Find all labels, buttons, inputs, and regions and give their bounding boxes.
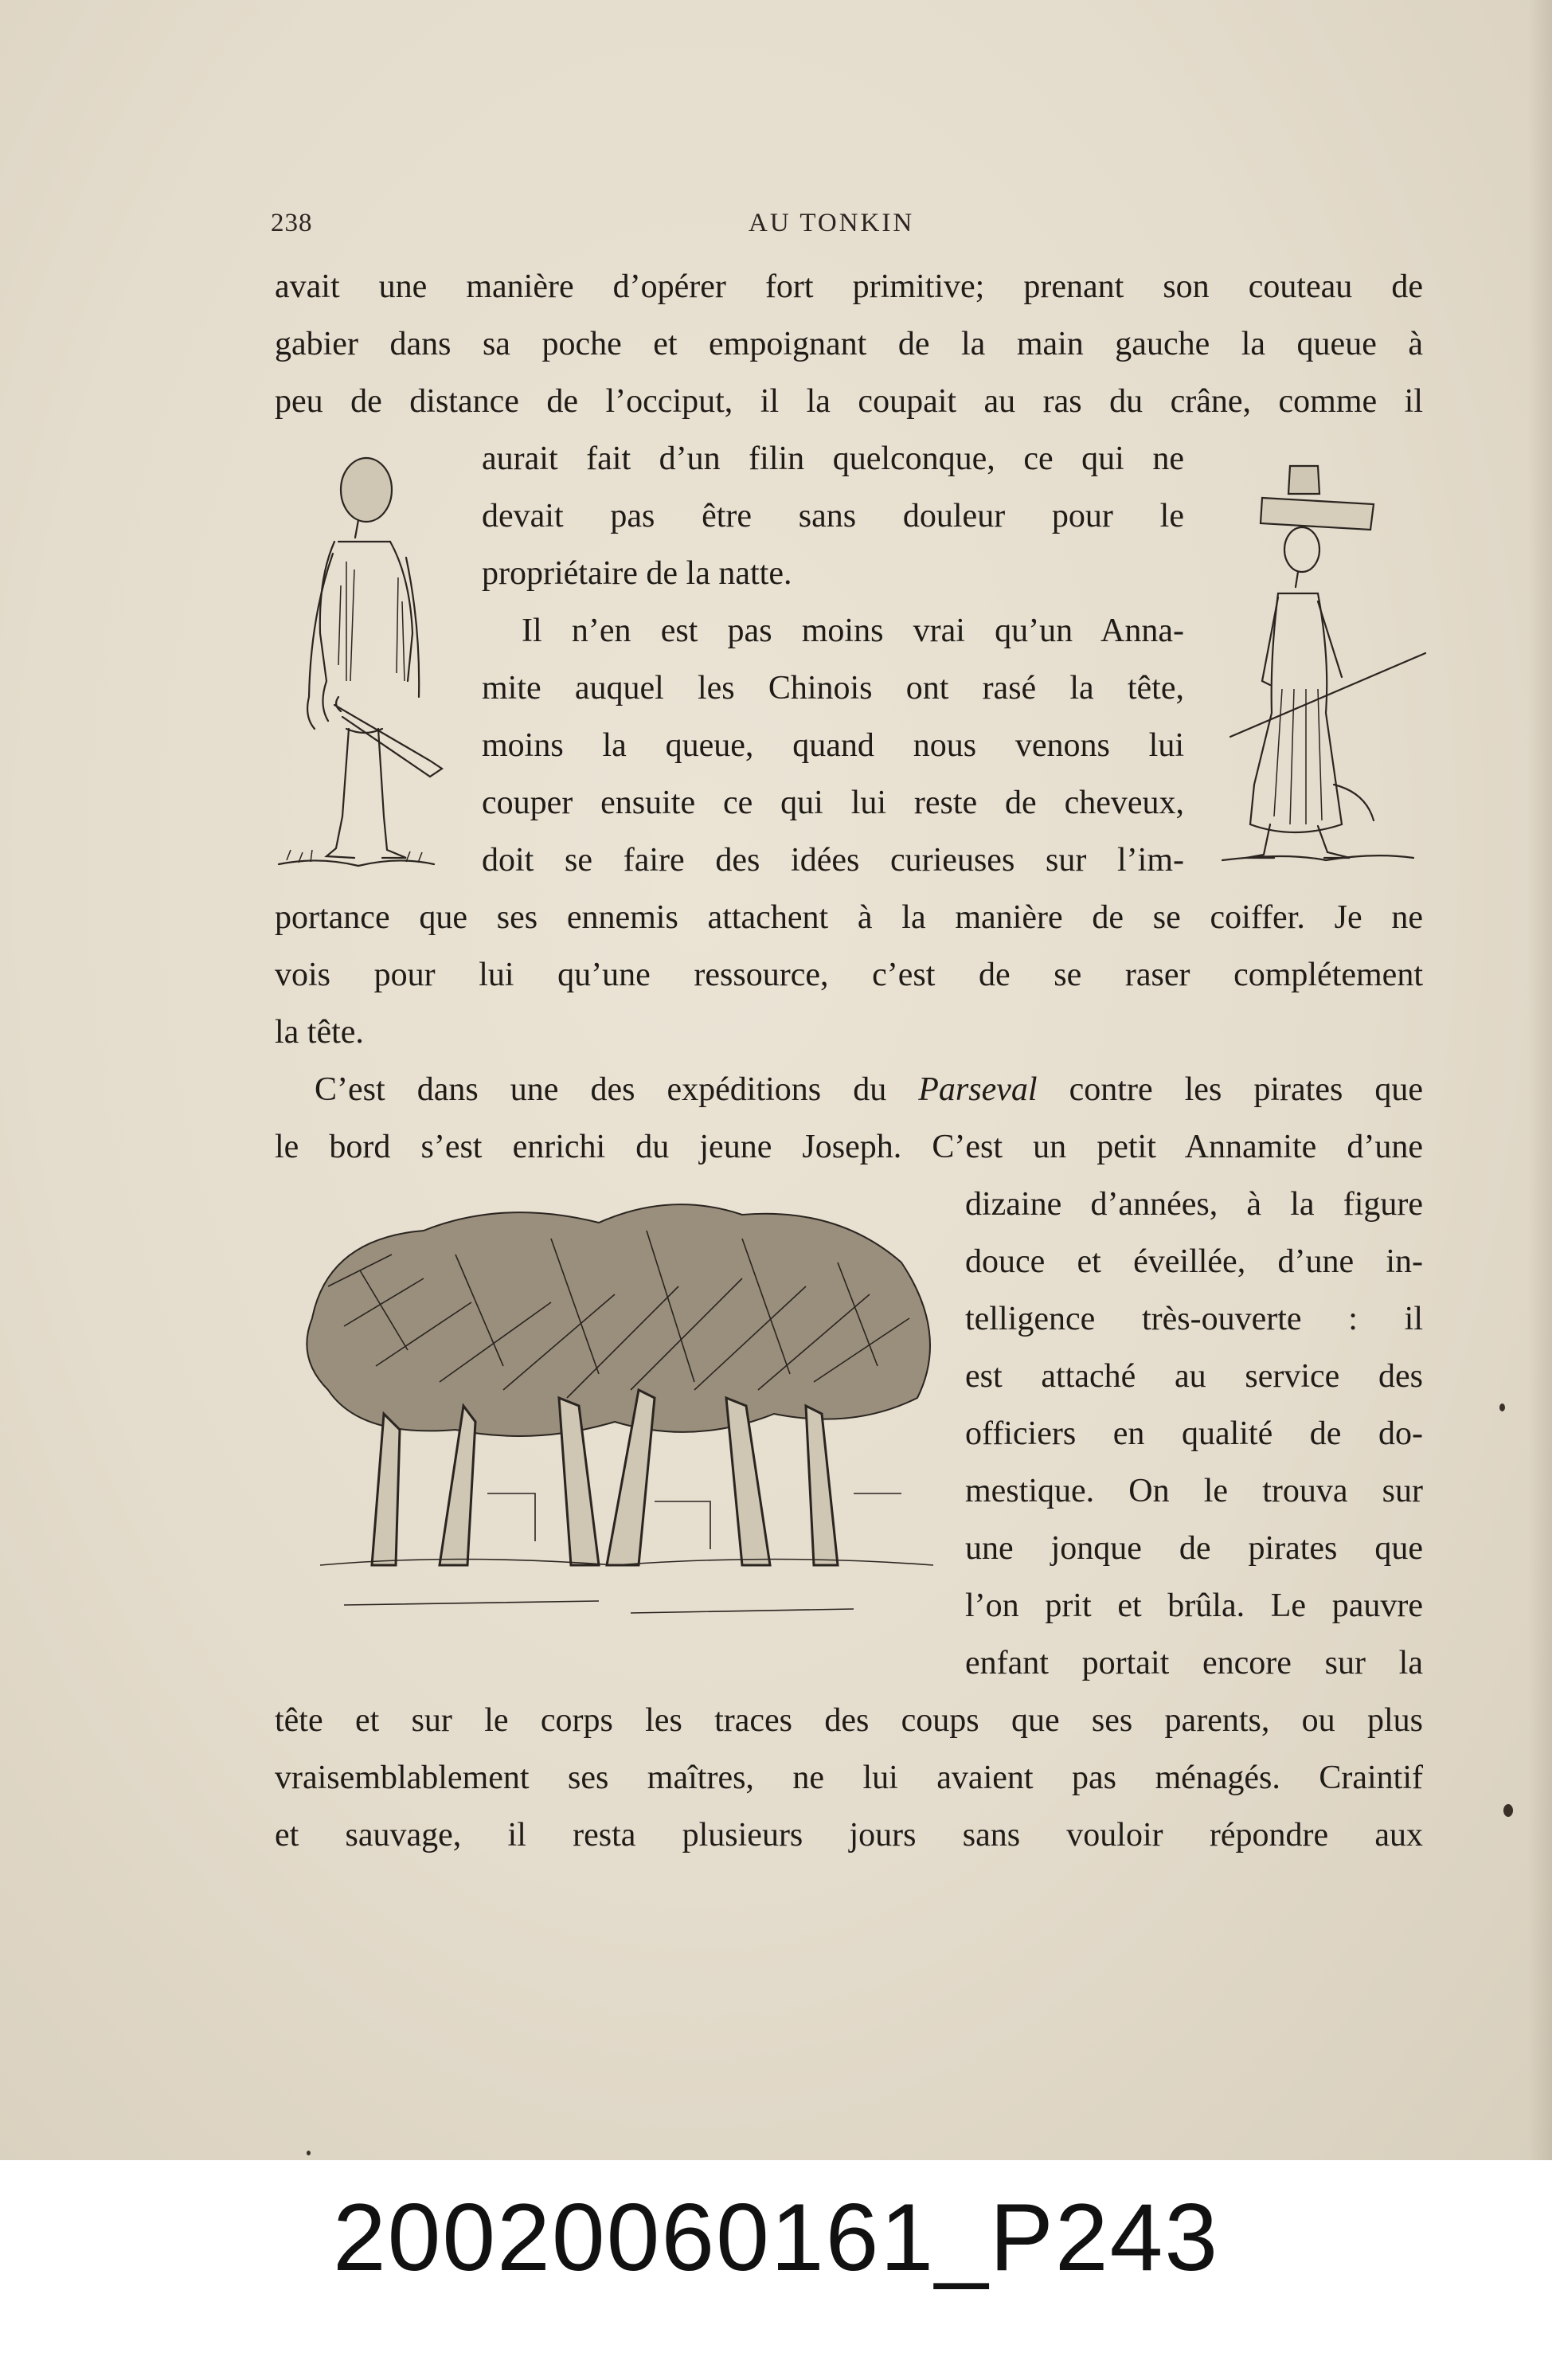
- text-line: couper ensuite ce qui lui reste de cheveux,: [482, 785, 1184, 821]
- page-number: 238: [271, 209, 313, 237]
- text-line: dizaine d’années, à la figure: [965, 1186, 1423, 1223]
- text-line: tête et sur le corps les traces des coups que ses parents, ou plus: [275, 1702, 1423, 1739]
- text-line: vois pour lui qu’une ressource, c’est de se raser complétement: [275, 957, 1423, 993]
- text-line: aurait fait d’un filin quelconque, ce qui ne: [482, 440, 1184, 477]
- text-line: portance que ses ennemis attachent à la manière de se coiffer. Je ne: [275, 899, 1423, 936]
- text-line: peu de distance de l’occiput, il la coupait au ras du crâne, comme il: [275, 383, 1423, 420]
- text-line: l’on prit et brûla. Le pauvre: [965, 1587, 1423, 1624]
- text-line: le bord s’est enrichi du jeune Joseph. C’est un petit Annamite d’une: [275, 1129, 1423, 1165]
- text-line: une jonque de pirates que: [965, 1530, 1423, 1567]
- text-line: gabier dans sa poche et empoignant de la main gauche la queue à: [275, 326, 1423, 362]
- forest-grove-illustration: [296, 1191, 957, 1649]
- text-line: doit se faire des idées curieuses sur l’im-: [482, 842, 1184, 879]
- text-line: avait une manière d’opérer fort primitive; prenant son couteau de: [275, 268, 1423, 305]
- woman-carrying-load-illustration: [1214, 450, 1429, 872]
- text-line: mite auquel les Chinois ont rasé la tête,: [482, 670, 1184, 707]
- text-line: mestique. On le trouva sur: [965, 1473, 1423, 1509]
- running-header: [271, 209, 1425, 249]
- text-line: officiers en qualité de do-: [965, 1415, 1423, 1452]
- text-line: et sauvage, il resta plusieurs jours sans vouloir répondre aux: [275, 1817, 1423, 1854]
- running-title: AU TONKIN: [749, 209, 915, 237]
- boy-with-machete-illustration: [271, 442, 454, 888]
- text-span: C’est dans une des expéditions du: [315, 1071, 887, 1108]
- text-line: [275, 1070, 1423, 1110]
- text-span: contre les pirates que: [1069, 1071, 1424, 1108]
- text-line: la tête.: [275, 1014, 364, 1051]
- catalog-label: 20020060161_P243: [332, 2184, 1220, 2291]
- text-line: est attaché au service des: [965, 1358, 1423, 1395]
- paper-speck: [307, 2151, 311, 2155]
- text-line: vraisemblablement ses maîtres, ne lui avaient pas ménagés. Craintif: [275, 1760, 1423, 1796]
- text-line: telligence très-ouverte : il: [965, 1301, 1423, 1337]
- paper-speck: [1499, 1403, 1505, 1411]
- text-line: propriétaire de la natte.: [482, 555, 792, 592]
- text-line: enfant portait encore sur la: [965, 1645, 1423, 1681]
- text-line: moins la queue, quand nous venons lui: [482, 727, 1184, 764]
- text-line: devait pas être sans douleur pour le: [482, 498, 1184, 534]
- text-line: Il n’en est pas moins vrai qu’un Anna-: [522, 613, 1184, 649]
- ship-name: Parseval: [918, 1071, 1038, 1108]
- paper-speck: [1503, 1804, 1513, 1817]
- text-line: douce et éveillée, d’une in-: [965, 1243, 1423, 1280]
